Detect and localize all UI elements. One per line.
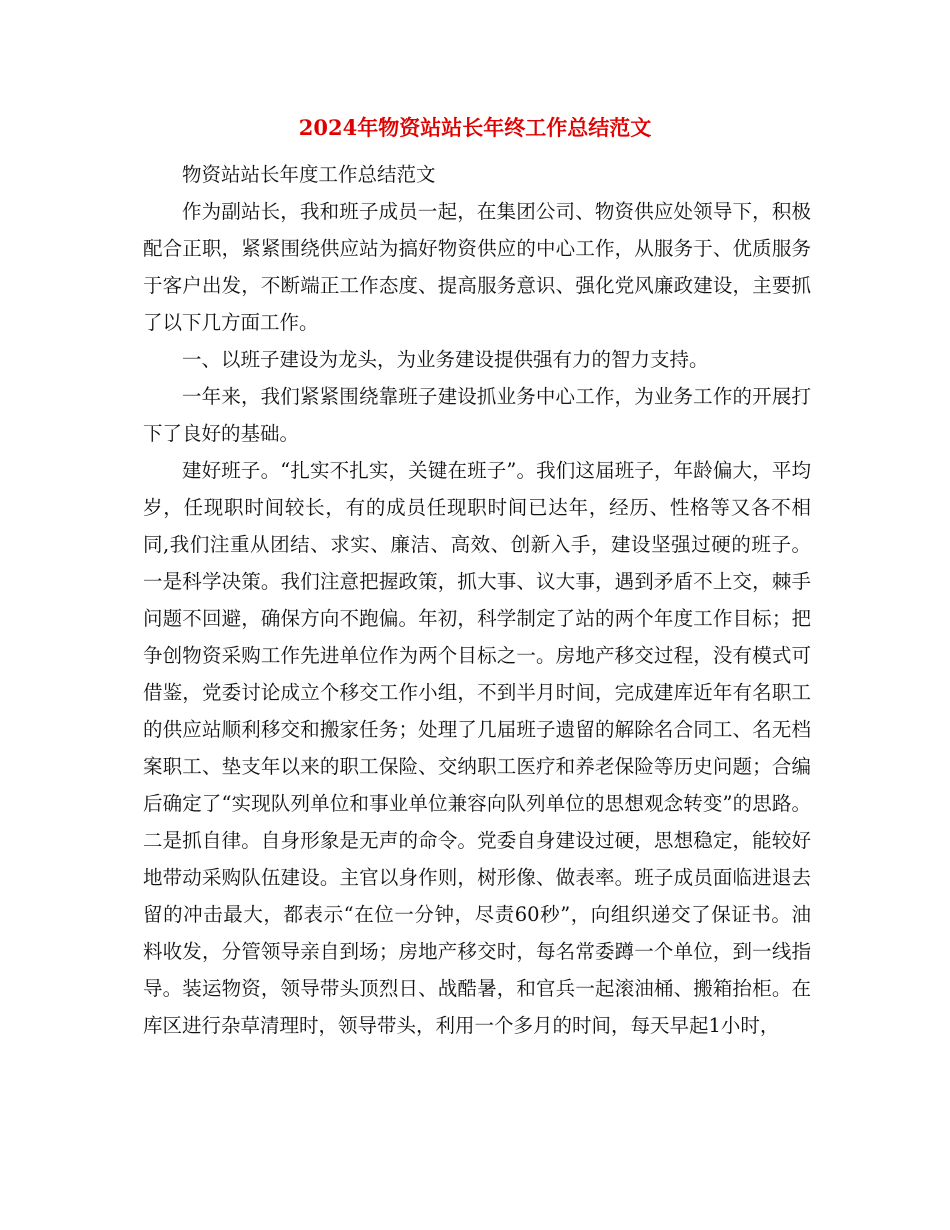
document-title: 2024年物资站站长年终工作总结范文 — [298, 115, 652, 140]
subtitle-paragraph: 物资站站长年度工作总结范文 — [182, 163, 436, 186]
document-body — [143, 156, 811, 1044]
body-paragraph: 一年来，我们紧紧围绕靠班子建设抓业务中心工作，为业务工作的开展打下了良好的基础。 — [143, 385, 811, 445]
intro-paragraph: 作为副站长，我和班子成员一起，在集团公司、物资供应处领导下，积极配合正职，紧紧围绕供应站为搞好物资供应的中心工作，从服务于、优质服务于客户出发，不断端正工作态度、提高服务意识、强化党风廉政建设，主要抓了以下几方面工作。 — [143, 200, 811, 334]
body-paragraph: 建好班子。“扎实不扎实，关键在班子”。我们这届班子，年龄偏大，平均岁，任现职时间较长，有的成员任现职时间已达年，经历、性格等又各不相同,我们注重从团结、求实、廉洁、高效、创新入手，建设坚强过硬的班子。一是科学决策。我们注意把握政策，抓大事、议大事，遇到矛盾不上交，棘手问题不回避，确保方向不跑偏。年初，科学制定了站的两个年度工作目标；把争创物资采购工作先进单位作为两个目标之一。房地产移交过程，没有模式可借鉴，党委讨论成立个移交工作小组，不到半月时间，完成建库近年有名职工的供应站顺利移交和搬家任务；处理了几届班子遗留的解除名合同工、名无档案职工、垫支年以来的职工保险、交纳职工医疗和养老保险等历史问题；合编后确定了“实现队列单位和事业单位兼容向队列单位的思想观念转变”的思路。二是抓自律。自身形象是无声的命令。党委自身建设过硬，思想稳定，能较好地带动采购队伍建设。主官以身作则，树形像、做表率。班子成员面临进退去留的冲击最大，都表示“在位一分钟，尽责60秒”，向组织递交了保证书。油料收发，分管领导亲自到场；房地产移交时，每名常委蹲一个单位，到一线指导。装运物资，领导带头顶烈日、战酷暑，和官兵一起滚油桶、搬箱抬柜。在库区进行杂草清理时，领导带头，利用一个多月的时间，每天早起1小时， — [143, 459, 811, 1037]
section-heading: 一、以班子建设为龙头，为业务建设提供强有力的智力支持。 — [182, 348, 709, 371]
